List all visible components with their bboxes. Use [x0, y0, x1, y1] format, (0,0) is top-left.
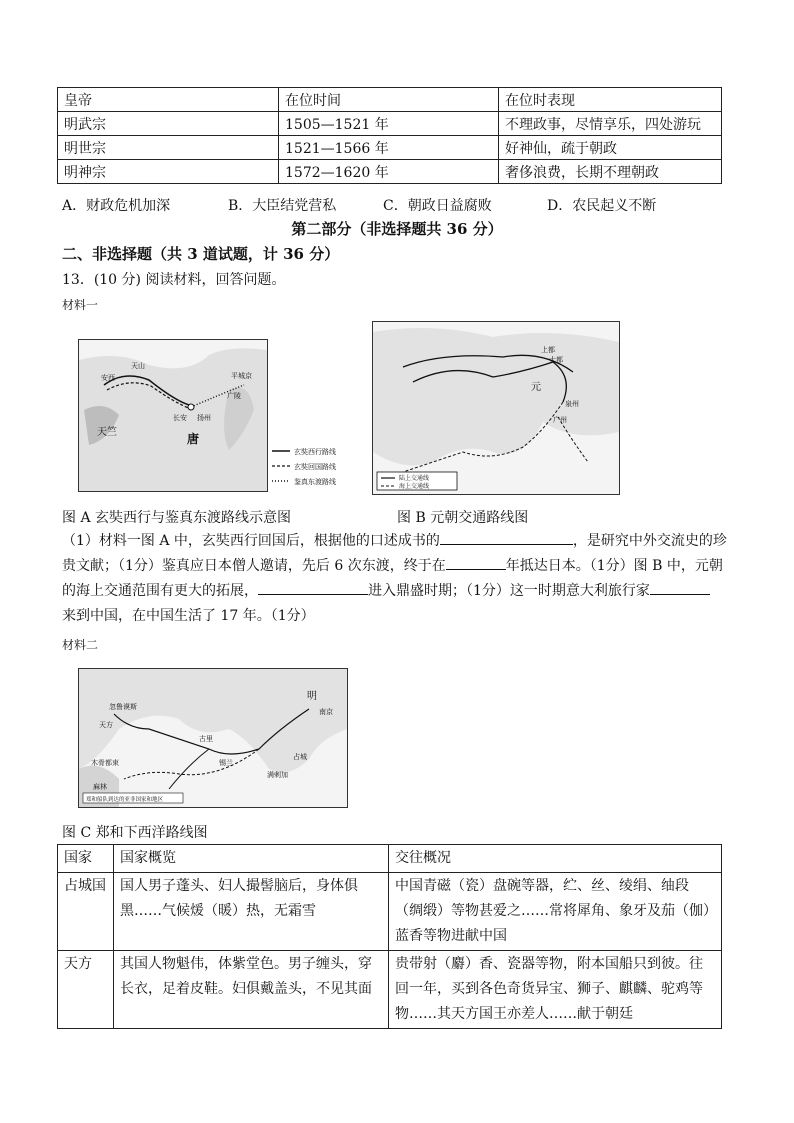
table-header-cell: 国家	[58, 845, 114, 873]
table-row	[58, 160, 722, 184]
para-line	[62, 529, 732, 554]
map-label: 上都	[541, 346, 555, 354]
table-cell: 占城国	[58, 873, 114, 951]
table-row	[58, 873, 722, 951]
legend-label: 鉴真东渡路线	[294, 478, 336, 486]
table-cell: 天方	[58, 951, 114, 1029]
option-d: D．农民起义不断	[547, 198, 657, 214]
map-label: 扬州	[197, 414, 211, 422]
answer-blank[interactable]	[446, 555, 506, 570]
answer-blank[interactable]	[650, 580, 710, 595]
map-c	[78, 668, 348, 808]
map-label: 大都	[549, 356, 563, 364]
map-c-figure	[79, 669, 347, 807]
table-cell: 不理政事，尽情享乐，四处游玩	[499, 112, 722, 136]
para-line	[62, 579, 732, 604]
table-header-cell: 交往概况	[389, 845, 722, 873]
map-label: 广州	[553, 416, 567, 424]
para-line	[62, 604, 732, 629]
map-a-legend	[270, 445, 370, 490]
option-b: B．大臣结党营私	[228, 198, 337, 214]
answer-blank[interactable]	[440, 530, 573, 545]
table-cell: 中国青磁（瓷）盘碗等器，纻、丝、绫绢、䌷段（绸缎）等物甚爱之……常将犀角、象牙及茄（伽）蓝香等物进献中国	[389, 873, 722, 951]
map-b-figure	[373, 322, 619, 494]
caption-a: 图 A 玄奘西行与鉴真东渡路线示意图	[62, 510, 292, 526]
text-segment: ，是研究中外交流史的珍	[572, 533, 727, 549]
option-a: A．财政危机加深	[62, 198, 171, 214]
legend-label: 玄奘回国路线	[294, 463, 336, 471]
text-segment: （1）材料一图 A 中，玄奘西行回国后，根据他的口述成书的	[62, 533, 440, 549]
text-segment: 的海上交通范围有更大的拓展，	[62, 583, 258, 599]
question-1-paragraph	[62, 529, 732, 629]
answer-blank[interactable]	[258, 580, 368, 595]
table-cell: 1505—1521 年	[279, 112, 499, 136]
material-two-label: 材料二	[62, 638, 99, 652]
table-row	[58, 951, 722, 1029]
emperor-table	[57, 87, 722, 184]
map-label: 长安	[173, 414, 187, 422]
table-header-row	[58, 88, 722, 112]
option-c: C．朝政日益腐败	[383, 198, 492, 214]
map-label: 忽鲁谟斯	[109, 703, 137, 711]
table-cell: 1521—1566 年	[279, 136, 499, 160]
map-label: 锡兰	[219, 759, 233, 767]
table-header-cell: 皇帝	[58, 88, 279, 112]
para-line	[62, 554, 732, 579]
answer-options	[62, 195, 722, 215]
table-cell: 其国人物魁伟，体紫堂色。男子缠头，穿长衣，足着皮鞋。妇俱戴盖头，不见其面	[114, 951, 389, 1029]
legend-label: 海上交通线	[399, 483, 430, 490]
map-a-figure	[79, 340, 267, 491]
legend-label: 玄奘西行路线	[294, 448, 336, 456]
caption-c: 图 C 郑和下西洋路线图	[62, 825, 208, 841]
legend-label: 郑和船队到达的亚非国家和地区	[86, 797, 164, 803]
caption-b: 图 B 元朝交通路线图	[397, 510, 529, 526]
map-label: 广陵	[227, 392, 241, 400]
map-label: 安西	[101, 374, 115, 382]
map-label: 南京	[319, 708, 333, 716]
table-header-cell: 在位时表现	[499, 88, 722, 112]
map-label: 元	[531, 382, 541, 393]
section-title: 二、非选择题（共 3 道试题，计 36 分）	[62, 245, 340, 263]
table-cell: 明世宗	[58, 136, 279, 160]
text-segment: 贵文献；（1分）鉴真应日本僧人邀请，先后 6 次东渡，终于在	[62, 558, 446, 574]
table-header-cell: 国家概览	[114, 845, 389, 873]
text-segment: 来到中国，在中国生活了 17 年。（1分）	[62, 608, 315, 624]
legend-label: 陆上交通线	[399, 475, 430, 482]
route-line	[169, 749, 209, 789]
land-shape	[373, 328, 619, 465]
table-row	[58, 112, 722, 136]
table-cell: 明武宗	[58, 112, 279, 136]
country-table	[57, 844, 722, 1029]
map-label: 麻林	[93, 783, 107, 791]
table-cell: 国人男子蓬头、妇人撮髻脑后，身体俱黑……气候煖（暖）热，无霜雪	[114, 873, 389, 951]
material-one-label: 材料一	[62, 298, 99, 312]
map-label: 平城京	[231, 372, 252, 380]
table-header-cell: 在位时间	[279, 88, 499, 112]
map-label: 明	[307, 691, 317, 702]
map-label: 天山	[131, 362, 145, 370]
table-cell: 奢侈浪费，长期不理朝政	[499, 160, 722, 184]
part-two-title: 第二部分（非选择题共 36 分）	[291, 220, 503, 238]
map-label: 天方	[99, 721, 113, 729]
map-label: 满剌加	[267, 771, 288, 779]
question-13: 13．(10 分) 阅读材料，回答问题。	[62, 272, 286, 288]
map-label: 唐	[187, 432, 200, 446]
text-segment: 年抵达日本。（1分）图 B 中，元朝	[505, 558, 723, 574]
map-b	[372, 321, 620, 495]
map-label: 占城	[293, 753, 307, 761]
table-row	[58, 136, 722, 160]
table-cell: 明神宗	[58, 160, 279, 184]
map-label: 木骨都束	[91, 759, 119, 767]
map-label: 泉州	[565, 400, 579, 408]
text-segment: 进入鼎盛时期；（1分）这一时期意大利旅行家	[368, 583, 650, 599]
table-cell: 贵带射（麝）香、瓷器等物，附本国船只到彼。往回一年，买到各色奇货异宝、狮子、麒麟、驼鸡等物……其天方国王亦差人……献于朝廷	[389, 951, 722, 1029]
map-label: 古里	[199, 735, 213, 743]
table-cell: 1572—1620 年	[279, 160, 499, 184]
table-cell: 好神仙，疏于朝政	[499, 136, 722, 160]
location-marker	[188, 404, 194, 410]
table-header-row	[58, 845, 722, 873]
map-label: 天竺	[97, 427, 117, 438]
map-a	[78, 339, 268, 492]
map-a-legend-figure	[270, 445, 370, 490]
